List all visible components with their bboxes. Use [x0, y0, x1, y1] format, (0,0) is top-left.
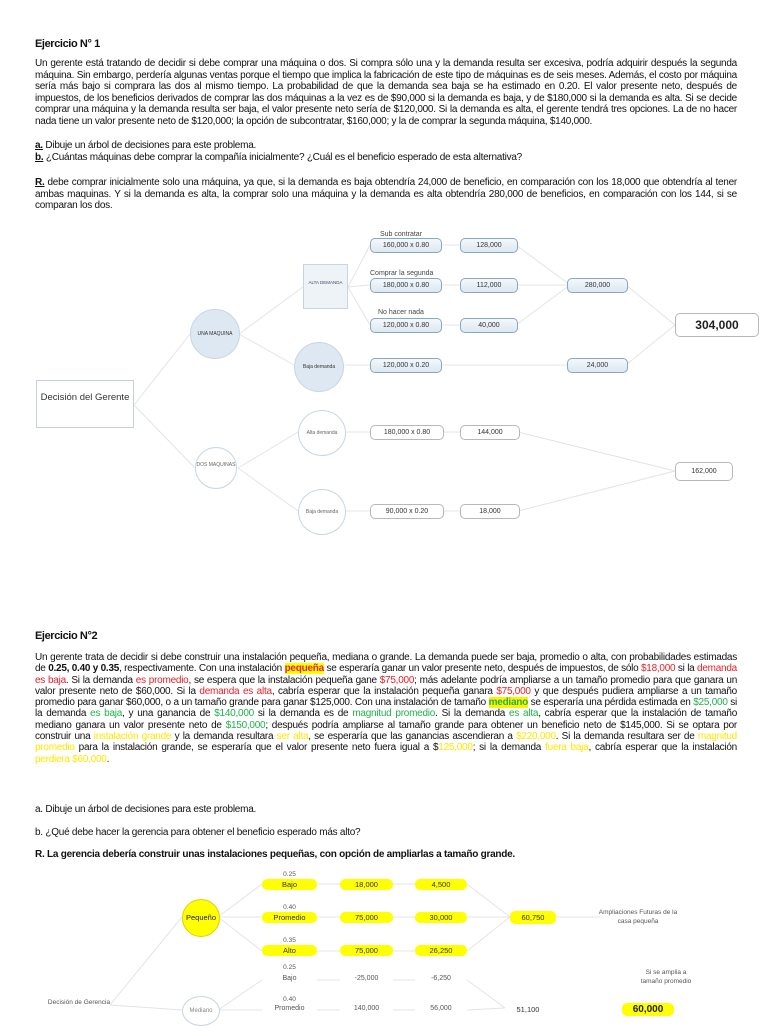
label-no-hacer-nada: No hacer nada	[378, 309, 424, 316]
exercise-2-segment: . Si la demanda	[435, 708, 510, 720]
exercise-2-segment: fuera baja	[545, 742, 589, 754]
exercise-2-segment: para la instalación grande, se esperaría que el valor presente neto fuera igual a $	[74, 742, 439, 754]
exercise-2-segment: $25,000	[693, 697, 728, 709]
value-promedio-mediano: 140,000	[353, 1005, 380, 1012]
node-pequeno: Pequeño	[182, 899, 220, 937]
exercise-1-statement: Un gerente está tratando de decidir si debe comprar una máquina o dos. Si compra sólo una y la demanda resulta ser excesiva, podría adquirir después la segunda máquina. Sin embargo, perdería algunas ventas porque el tiempo que implica la fabricación de este tipo de máquinas es de seis meses. Además, el costo por máquina sería más bajo si comprara las dos al mismo tiempo. La probabilidad de que la demanda sea baja se ha estimado en 0.20. El valor presente neto, después de impuestos, de los beneficios derivados de comprar las dos máquinas a la vez es de $90,000 si la demanda es baja, y de $180,000 si la demanda es alta. Si se decide comprar una máquina y la demanda resulta ser baja, el valor presente neto sería de $120,000. Si la demanda es alta, el gerente tendrá tres opciones. La de no hacer nada tiene un valor presente neto de $120,000; la opción de subcontratar, $160,000; y la de comprar la segunda máquina, $140,000.	[35, 58, 737, 127]
exercise-2-segment: , cabría esperar que la instalación de tamaño mediano ganara un valor presente neto de	[35, 708, 738, 731]
exercise-2-segment: , se espera que la instalación pequeña gane	[188, 674, 380, 686]
exercise-2-segment: instalación grande	[93, 731, 172, 743]
branch-promedio: Promedio	[262, 912, 317, 923]
exercise-2-segment: $150,000	[225, 719, 266, 731]
exercise-2-segment: si la demanda es de	[253, 708, 353, 720]
prob-promedio: 0.40	[283, 904, 296, 911]
question-b-letter: b.	[35, 152, 44, 163]
value-alta-total: 280,000	[567, 278, 628, 293]
value-bajo-pequeno: 18,000	[340, 879, 393, 890]
exercise-2-segment: 0.25, 0.40 y 0.35	[48, 663, 120, 675]
exercise-2-segment: , y una ganancia de	[122, 708, 215, 720]
prob-bajo: 0.25	[283, 871, 296, 878]
exercise-2-segment: , se esperaría que las ganancias ascendieran a	[308, 731, 517, 743]
ampliaciones-futuras-label: Ampliaciones Futuras de la casa pequeña	[598, 909, 678, 925]
expected-bajo-pequeno: 4,500	[415, 879, 467, 890]
exercise-2-segment: , cabría esperar que la instalación	[588, 742, 737, 754]
question-a-letter: a.	[35, 140, 43, 151]
value-sub-contratar: 128,000	[460, 238, 518, 253]
exercise-2-segment: 125,000	[438, 742, 473, 754]
calc-no-hacer-nada: 120,000 x 0.80	[370, 318, 442, 333]
value-bajo-mediano: -25,000	[354, 975, 379, 982]
exercise-2-question-a: a. Dibuje un árbol de decisiones para este problema.	[35, 804, 257, 815]
exercise-2-segment: ; si la demanda	[472, 742, 546, 754]
prob-promedio-mediano: 0.40	[283, 996, 296, 1003]
prob-alto: 0.35	[283, 937, 296, 944]
exercise-2-segment: mediano	[488, 697, 528, 709]
answer-text: debe comprar inicialmente solo una máquina, ya que, si la demanda es baja obtendría 24,000 de beneficio, en comparación con los 18,000 que obtendría al tener ambas maquinas. Y si la demanda es alta, la comprar solo una máquina y la demanda es alta obtendría 280,000 de beneficios, en comparación con los 144, si se comparan los dos.	[35, 177, 737, 212]
value-baja-2: 18,000	[460, 504, 520, 519]
value-60000: 60,000	[622, 1003, 674, 1016]
branch-alto: Alto	[262, 945, 317, 956]
node-mediano: Mediano	[182, 996, 220, 1026]
exercise-2-segment: $220,000	[516, 731, 556, 743]
value-no-hacer-nada: 40,000	[460, 318, 518, 333]
exercise-2-segment: y que después pudiera ampliarse a un tamaño promedio para ganar $60,000, o a un tamaño grande para ganar $125,000. Con una instalación de tamaño	[35, 685, 737, 709]
exercise-2-segment: ; después podría ampliarse al tamaño grande para obtener un beneficio neto de $145,000. Si se optara por construir una	[35, 719, 737, 743]
tree-1-root: Decisión del Gerente	[36, 380, 134, 428]
exercise-2-segment: $140,000	[214, 708, 254, 720]
branch-bajo-mediano: Bajo	[282, 975, 297, 982]
total-mediano: 51,100	[516, 1005, 540, 1014]
prob-bajo-mediano: 0.25	[283, 964, 296, 971]
exercise-2-segment: $75,000	[496, 685, 531, 697]
exercise-2-segment: magnitud promedio	[35, 731, 737, 754]
exercise-2-segment: perdiera $60,000	[35, 753, 107, 765]
exercise-2-segment: $75,000	[379, 674, 415, 686]
exercise-2-segment: es alta	[509, 708, 539, 720]
label-sub-contratar: Sub contratar	[380, 231, 423, 238]
exercise-2-segment: ; más adelante podría ampliarse a un tamaño promedio para que ganara un valor presente neto de $60,000. Si la	[35, 674, 738, 697]
expected-bajo-mediano: -6,250	[431, 975, 451, 982]
calc-alta-2: 180,000 x 0.80	[370, 425, 444, 440]
branch-bajo: Bajo	[262, 879, 317, 890]
exercise-2-segment: Un gerente trata de decidir si debe construir una instalación pequeña, mediana o grande. La demanda puede ser baja, promedio o alta, con probabilidades estimadas de	[35, 652, 737, 675]
node-dos-maquinas: DOS MAQUINAS	[195, 447, 237, 489]
node-alta-demanda: ALTA DEMANDA	[303, 264, 348, 309]
calc-baja-demanda: 120,000 x 0.20	[370, 358, 442, 373]
exercise-2-segment: . Si la demanda resultara ser de	[555, 731, 698, 743]
expected-promedio-pequeno: 30,000	[415, 912, 467, 923]
exercise-2-segment: , cabría esperar que la instalación pequeña ganara	[271, 685, 497, 697]
value-una-maquina-total: 304,000	[675, 313, 759, 337]
value-promedio-pequeno: 75,000	[340, 912, 393, 923]
exercise-2-segment: , respectivamente. Con una instalación	[119, 663, 285, 675]
exercise-2-segment: . Si la demanda	[65, 674, 136, 686]
tree-2-root: Decisión de Gerencia	[47, 999, 111, 1006]
node-una-maquina: UNA MAQUINA	[190, 309, 240, 359]
node-baja-demanda: Baja demanda	[294, 342, 344, 392]
exercise-2-title: Ejercicio N°2	[35, 630, 98, 642]
exercise-2-question-b: b. ¿Qué debe hacer la gerencia para obtener el beneficio esperado más alto?	[35, 827, 361, 838]
value-alta-2: 144,000	[460, 425, 520, 440]
exercise-2-segment: si la	[675, 663, 698, 675]
expected-alto-pequeno: 26,250	[415, 945, 467, 956]
exercise-2-segment: magnitud promedio	[352, 708, 436, 720]
exercise-2-segment: se esperaría ganar un valor presente neto, después de impuestos, de sólo	[323, 663, 641, 675]
node-baja-demanda-2: Baja demanda	[298, 489, 346, 535]
exercise-2-segment: es promedio	[135, 674, 189, 686]
exercise-2-segment: y la demanda resultara	[171, 731, 277, 743]
value-comprar-segunda: 112,000	[460, 278, 518, 293]
calc-sub-contratar: 160,000 x 0.80	[370, 238, 442, 253]
exercise-2-segment: se esperaría una pérdida estimada en	[527, 697, 694, 709]
node-alta-demanda-2: Alta demanda	[298, 410, 346, 456]
value-baja-total: 24,000	[567, 358, 628, 373]
branch-promedio-mediano: Promedio	[274, 1005, 305, 1012]
si-se-amplia-label: Si se amplia a tamaño promedio	[640, 969, 692, 985]
answer-letter: R.	[35, 177, 45, 188]
exercise-2-segment: .	[106, 753, 110, 765]
exercise-2-segment: $18,000	[640, 663, 676, 675]
calc-comprar-segunda: 180,000 x 0.80	[370, 278, 442, 293]
exercise-2-segment: demanda es alta	[199, 685, 272, 697]
value-alto-pequeno: 75,000	[340, 945, 393, 956]
calc-baja-2: 90,000 x 0.20	[370, 504, 444, 519]
exercise-2-segment: pequeña	[284, 663, 324, 675]
exercise-2-segment: si la demanda	[35, 697, 738, 720]
exercise-2-segment: demanda es baja	[35, 663, 737, 686]
exercise-2-segment: ser alta	[276, 731, 309, 743]
question-a-text: Dibuje un árbol de decisiones para este problema.	[42, 140, 257, 151]
expected-promedio-mediano: 56,000	[430, 1005, 452, 1012]
value-dos-maquinas-total: 162,000	[675, 462, 733, 481]
exercise-2-answer: R. La gerencia debería construir unas instalaciones pequeñas, con opción de ampliarlas a tamaño grande.	[35, 849, 515, 860]
exercise-2-segment: es baja	[90, 708, 123, 720]
question-b-text: ¿Cuántas máquinas debe comprar la compañía inicialmente? ¿Cuál es el beneficio esperado de esta alternativa?	[43, 152, 522, 163]
label-comprar-segunda: Comprar la segunda	[370, 270, 434, 277]
exercise-1-title: Ejercicio N° 1	[35, 38, 100, 50]
total-pequeno: 60,750	[510, 911, 556, 924]
